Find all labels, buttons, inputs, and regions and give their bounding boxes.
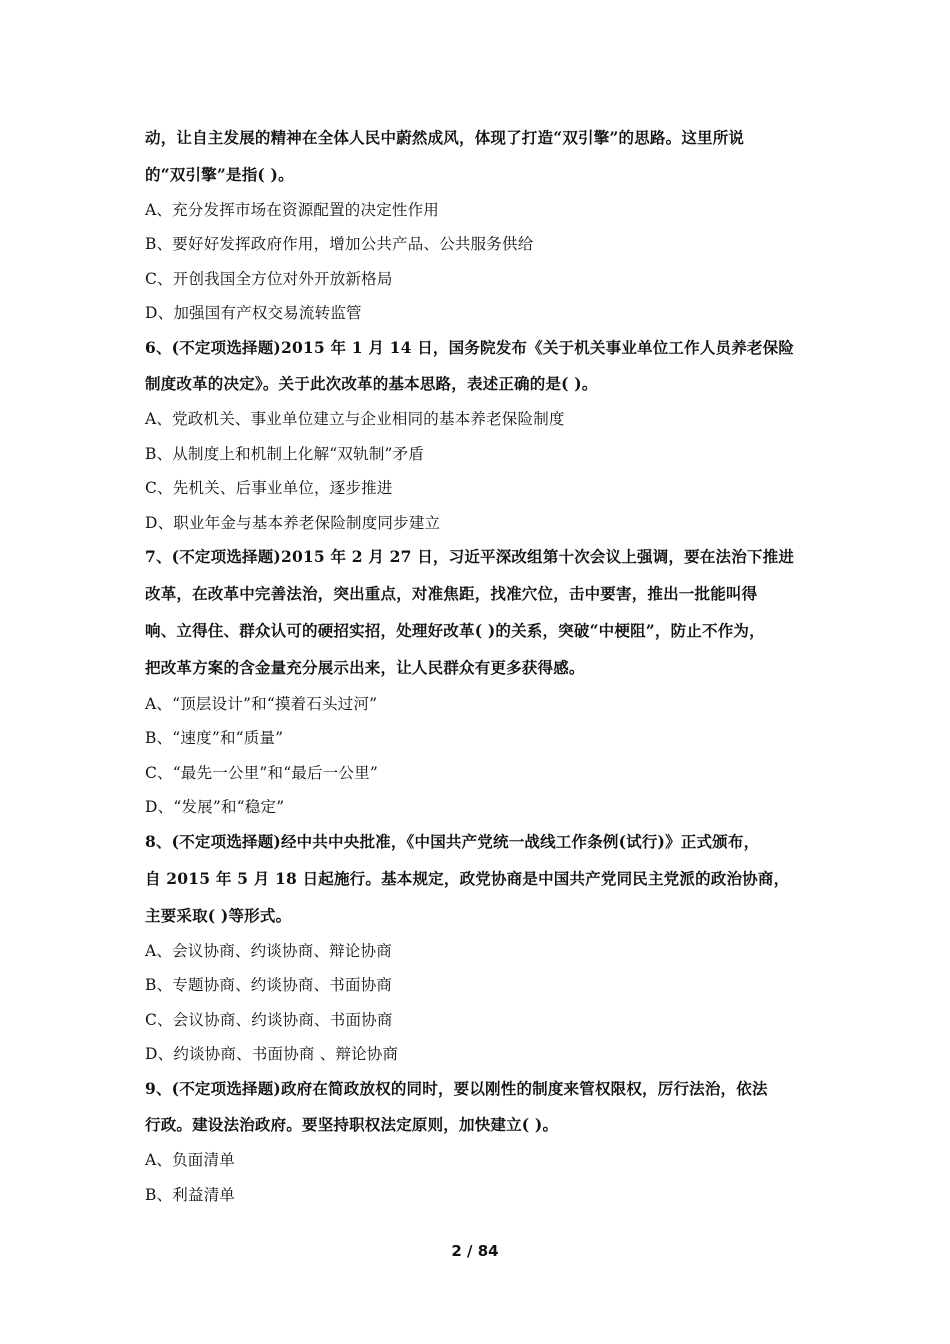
question-8-stem-line-1: 8、(不定项选择题)经中共中央批准，《中国共产党统一战线工作条例(试行)》正式颁布， xyxy=(145,832,760,851)
option-d: D、职业年金与基本养老保险制度同步建立 xyxy=(145,514,441,532)
option-a: A、党政机关、事业单位建立与企业相同的基本养老保险制度 xyxy=(145,410,565,428)
option-b: B、“速度”和“质量” xyxy=(145,729,284,747)
question-5-stem-line-2: 的“双引擎”是指( )。 xyxy=(145,165,294,184)
option-d: D、加强国有产权交易流转监管 xyxy=(145,304,362,322)
option-c: C、开创我国全方位对外开放新格局 xyxy=(145,270,393,288)
option-a: A、充分发挥市场在资源配置的决定性作用 xyxy=(145,201,439,219)
question-6-stem-line-1: 6、(不定项选择题)2015 年 1 月 14 日，国务院发布《关于机关事业单位工作人员养老保险 xyxy=(145,338,795,357)
question-7-stem-line-2: 改革，在改革中完善法治，突出重点，对准焦距，找准穴位，击中要害，推出一批能叫得 xyxy=(145,584,758,603)
question-8-stem-line-2: 自 2015 年 5 月 18 日起施行。基本规定，政党协商是中国共产党同民主党派的政治协商， xyxy=(145,869,790,888)
question-5-stem-line-1: 动，让自主发展的精神在全体人民中蔚然成风，体现了打造“双引擎”的思路。这里所说 xyxy=(145,128,745,147)
option-c: C、先机关、后事业单位，逐步推进 xyxy=(145,479,393,497)
option-b: B、从制度上和机制上化解“双轨制”矛盾 xyxy=(145,445,425,463)
option-b: B、专题协商、约谈协商、书面协商 xyxy=(145,976,393,994)
question-8-stem-line-3: 主要采取( )等形式。 xyxy=(145,906,292,925)
option-c: C、会议协商、约谈协商、书面协商 xyxy=(145,1011,393,1029)
question-9-stem-line-2: 行政。建设法治政府。要坚持职权法定原则，加快建立( )。 xyxy=(145,1115,559,1134)
option-d: D、约谈协商、书面协商 、辩论协商 xyxy=(145,1045,399,1063)
question-6-stem-line-2: 制度改革的决定》。关于此次改革的基本思路，表述正确的是( )。 xyxy=(145,374,598,393)
question-7-stem-line-1: 7、(不定项选择题)2015 年 2 月 27 日，习近平深改组第十次会议上强调，要在法治下推进 xyxy=(145,547,795,566)
page-number: 2 / 84 xyxy=(451,1242,499,1260)
option-b: B、利益清单 xyxy=(145,1186,236,1204)
option-a: A、负面清单 xyxy=(145,1151,235,1169)
question-7-stem-line-4: 把改革方案的含金量充分展示出来，让人民群众有更多获得感。 xyxy=(145,658,585,677)
option-c: C、“最先一公里”和“最后一公里” xyxy=(145,764,378,782)
option-a: A、会议协商、约谈协商、辩论协商 xyxy=(145,942,392,960)
question-9-stem-line-1: 9、(不定项选择题)政府在简政放权的同时，要以刚性的制度来管权限权，厉行法治，依法 xyxy=(145,1079,768,1098)
option-a: A、“顶层设计”和“摸着石头过河” xyxy=(145,695,378,713)
option-b: B、要好好发挥政府作用，增加公共产品、公共服务供给 xyxy=(145,235,534,253)
question-7-stem-line-3: 响、立得住、群众认可的硬招实招，处理好改革( )的关系，突破“中梗阻”，防止不作为， xyxy=(145,621,765,640)
option-d: D、“发展”和“稳定” xyxy=(145,798,285,816)
